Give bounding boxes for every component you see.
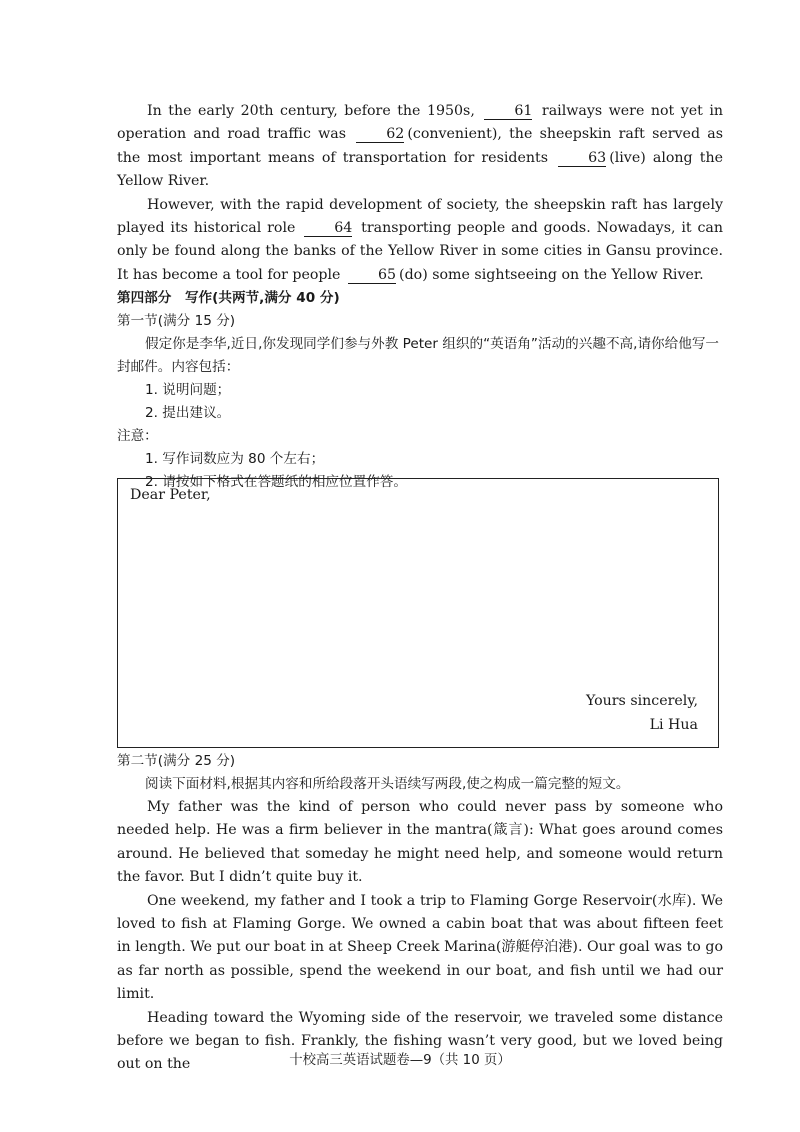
blank-61: 61 <box>484 104 532 120</box>
part4-heading: 第四部分 写作(共两节,满分 40 分) <box>117 290 340 307</box>
blank-63: 63 <box>558 151 606 167</box>
letter-signature: Li Hua <box>649 717 698 733</box>
note-item: 1. 写作词数应为 80 个左右； <box>145 451 325 468</box>
page-footer: 十校高三英语试题卷—9（共 10 页） <box>289 1053 511 1068</box>
text-segment: (do) some sightseeing on the Yellow River. <box>399 266 704 283</box>
blank-62: 62 <box>356 127 404 143</box>
content-item: 2. 提出建议。 <box>145 405 231 422</box>
note-item: 2. 请按如下格式在答题纸的相应位置作答。 <box>145 474 407 491</box>
reading-passage <box>117 100 723 494</box>
note-label: 注意： <box>117 428 158 445</box>
letter-answer-box <box>117 478 719 748</box>
writing-prompt: 假定你是李华,近日,你发现同学们参与外教 Peter 组织的“英语角”活动的兴趣不高,请你给他写一封邮件。内容包括： <box>117 336 720 376</box>
continuation-writing-section <box>117 750 723 1077</box>
text-segment: transporting people and goods. Nowadays, it can only be found along the banks of the Yellow River in some cities in Gansu province. It has become a tool for people <box>117 220 723 283</box>
text-segment: (live) along the Yellow River. <box>117 149 723 190</box>
story-paragraph: One weekend, my father and I took a trip to Flaming Gorge Reservoir(水库). We loved to fish at Flaming Gorge. We owned a cabin boat that was about fifteen feet in length. We put our boat in at Sheep Creek Marina(游艇停泊港). Our goal was to go as far north as possible, spend the weekend in our boat, and fish until we had our limit. <box>117 892 723 1003</box>
letter-closing: Yours sincerely, <box>585 693 698 709</box>
passage-paragraph-2 <box>117 194 723 288</box>
text-segment: However, with the rapid development of society, the sheepskin raft has largely played its historical role <box>117 196 723 237</box>
section1-title: 第一节(满分 15 分) <box>117 313 236 330</box>
text-segment: (convenient), the sheepskin raft served as the most important means of transportation for residents <box>117 126 723 166</box>
content-item: 1. 说明问题； <box>145 382 231 399</box>
blank-64: 64 <box>304 221 352 237</box>
letter-greeting: Dear Peter, <box>130 487 211 503</box>
blank-65: 65 <box>348 268 396 284</box>
section2-instruction: 阅读下面材料,根据其内容和所给段落开头语续写两段,使之构成一篇完整的短文。 <box>145 776 630 792</box>
text-segment: In the early 20th century, before the 1950s, <box>147 103 475 119</box>
story-paragraph: My father was the kind of person who could never pass by someone who needed help. He was a firm believer in the mantra(箴言): What goes around comes around. He believed that someday he might need help, and someone would return the favor. But I didn’t quite buy it. <box>117 799 723 886</box>
story-paragraph: Heading toward the Wyoming side of the reservoir, we traveled some distance before we began to fish. Frankly, the fishing wasn’t very good, but we loved being out on the <box>117 1009 723 1073</box>
passage-paragraph-1 <box>117 100 723 194</box>
section2-title: 第二节(满分 25 分) <box>117 753 236 769</box>
text-segment: railways were not yet in operation and road traffic was <box>117 103 724 143</box>
